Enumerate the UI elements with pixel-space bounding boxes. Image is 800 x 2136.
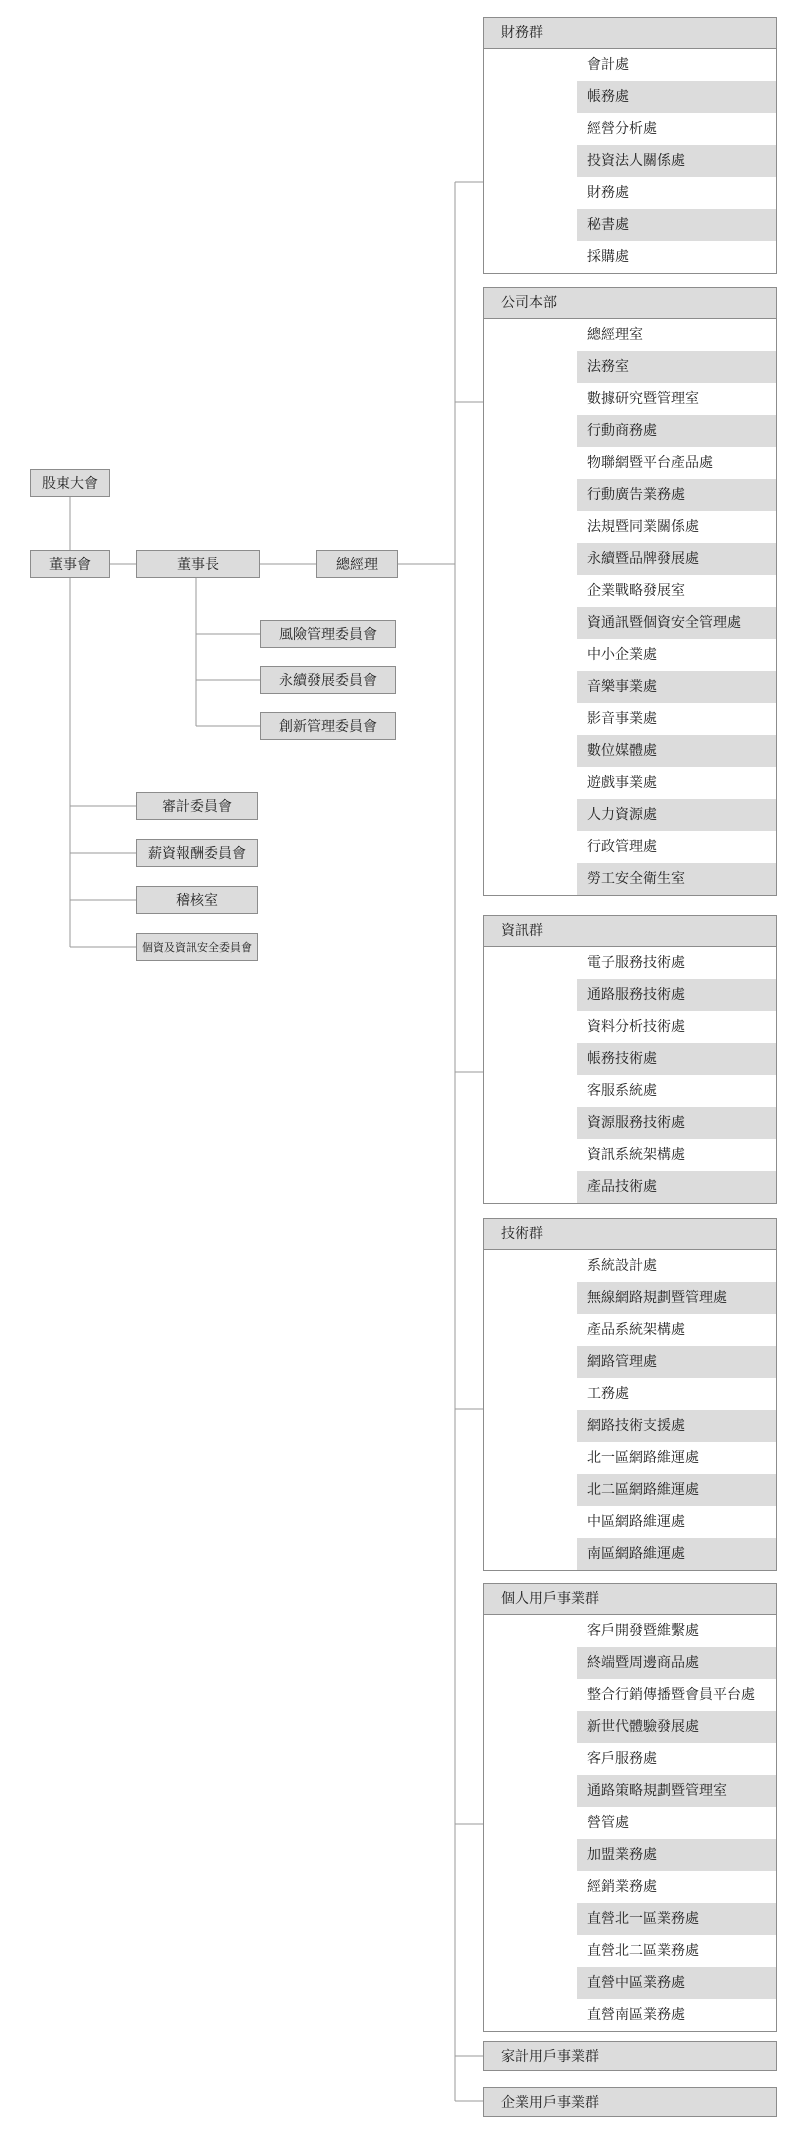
group-information-unit: 資訊系統架構處: [587, 1147, 685, 1163]
group-headquarters-unit: 中小企業處: [587, 647, 657, 663]
group-information-unit: 帳務技術處: [577, 1043, 776, 1075]
group-consumer-business-unit: 整合行銷傳播暨會員平台處: [587, 1687, 755, 1703]
group-consumer-business-unit: 新世代體驗發展處: [577, 1711, 776, 1743]
group-information-unit: 電子服務技術處: [587, 955, 685, 971]
group-consumer-business-unit: 直營北一區業務處: [577, 1903, 776, 1935]
chairman-node: 董事長: [136, 550, 260, 578]
group-information-unit: 資源服務技術處: [577, 1107, 776, 1139]
group-technology-unit: 網路技術支援處: [577, 1410, 776, 1442]
group-consumer-business-unit: 客戶服務處: [587, 1751, 657, 1767]
group-headquarters-title: 公司本部: [484, 288, 776, 319]
internal-audit-office-node: 稽核室: [136, 886, 258, 914]
group-consumer-business-title: 個人用戶事業群: [484, 1584, 776, 1615]
group-consumer-business-unit: 加盟業務處: [577, 1839, 776, 1871]
group-headquarters-unit: 影音事業處: [587, 711, 657, 727]
group-technology-title: 技術群: [484, 1219, 776, 1250]
group-consumer-business-unit: 終端暨周邊商品處: [577, 1647, 776, 1679]
group-headquarters-unit: 遊戲事業處: [587, 775, 657, 791]
group-technology: [483, 1218, 777, 1571]
group-headquarters-unit: 音樂事業處: [577, 671, 776, 703]
group-headquarters-unit: 人力資源處: [577, 799, 776, 831]
audit-committee-node: 審計委員會: [136, 792, 258, 820]
board-of-directors-node: 董事會: [30, 550, 110, 578]
group-consumer-business-unit: 直營南區業務處: [587, 2007, 685, 2023]
innovation-management-committee-node: 創新管理委員會: [260, 712, 396, 740]
group-headquarters-unit: 數據研究暨管理室: [587, 391, 699, 407]
group-headquarters-unit: 行政管理處: [587, 839, 657, 855]
group-information: [483, 915, 777, 1204]
group-headquarters-unit: 法務室: [577, 351, 776, 383]
group-finance-unit: 帳務處: [577, 81, 776, 113]
group-consumer-business: [483, 1583, 777, 2032]
group-consumer-business-unit: 客戶開發暨維繫處: [587, 1623, 699, 1639]
group-headquarters-unit: 數位媒體處: [577, 735, 776, 767]
group-consumer-business-unit: 直營中區業務處: [577, 1967, 776, 1999]
group-headquarters-unit: 總經理室: [587, 327, 643, 343]
group-information-unit: 通路服務技術處: [577, 979, 776, 1011]
group-information-unit: 資料分析技術處: [587, 1019, 685, 1035]
group-technology-unit: 網路管理處: [577, 1346, 776, 1378]
group-technology-unit: 無線網路規劃暨管理處: [577, 1282, 776, 1314]
risk-management-committee-node: 風險管理委員會: [260, 620, 396, 648]
group-information-unit: 產品技術處: [577, 1171, 776, 1203]
group-consumer-business-unit: 直營北二區業務處: [587, 1943, 699, 1959]
group-headquarters-unit: 企業戰略發展室: [587, 583, 685, 599]
group-technology-unit: 系統設計處: [587, 1258, 657, 1274]
group-technology-unit: 北一區網路維運處: [587, 1450, 699, 1466]
group-headquarters-unit: 行動廣告業務處: [577, 479, 776, 511]
group-home-business: 家計用戶事業群: [483, 2041, 777, 2071]
group-information-unit: 客服系統處: [587, 1083, 657, 1099]
group-technology-unit: 北二區網路維運處: [577, 1474, 776, 1506]
group-headquarters-unit: 物聯網暨平台產品處: [587, 455, 713, 471]
group-enterprise-business: 企業用戶事業群: [483, 2087, 777, 2117]
group-finance-unit: 經營分析處: [587, 121, 657, 137]
group-technology-unit: 中區網路維運處: [587, 1514, 685, 1530]
sustainability-committee-node: 永續發展委員會: [260, 666, 396, 694]
group-consumer-business-unit: 通路策略規劃暨管理室: [577, 1775, 776, 1807]
compensation-committee-node: 薪資報酬委員會: [136, 839, 258, 867]
group-finance-unit: 秘書處: [577, 209, 776, 241]
group-finance-unit: 採購處: [587, 249, 629, 265]
group-information-title: 資訊群: [484, 916, 776, 947]
group-headquarters-unit: 資通訊暨個資安全管理處: [577, 607, 776, 639]
group-finance: [483, 17, 777, 274]
group-consumer-business-unit: 營管處: [587, 1815, 629, 1831]
group-finance-unit: 財務處: [587, 185, 629, 201]
group-headquarters-unit: 行動商務處: [577, 415, 776, 447]
group-consumer-business-unit: 經銷業務處: [587, 1879, 657, 1895]
president-node: 總經理: [316, 550, 398, 578]
group-technology-unit: 工務處: [587, 1386, 629, 1402]
group-finance-title: 財務群: [484, 18, 776, 49]
group-technology-unit: 產品系統架構處: [587, 1322, 685, 1338]
group-finance-unit: 會計處: [587, 57, 629, 73]
group-technology-unit: 南區網路維運處: [577, 1538, 776, 1570]
group-headquarters: [483, 287, 777, 896]
privacy-infosec-committee-node: 個資及資訊安全委員會: [136, 933, 258, 961]
group-headquarters-unit: 勞工安全衛生室: [577, 863, 776, 895]
group-finance-unit: 投資法人關係處: [577, 145, 776, 177]
group-headquarters-unit: 永續暨品牌發展處: [577, 543, 776, 575]
group-headquarters-unit: 法規暨同業關係處: [587, 519, 699, 535]
shareholders-meeting-node: 股東大會: [30, 469, 110, 497]
